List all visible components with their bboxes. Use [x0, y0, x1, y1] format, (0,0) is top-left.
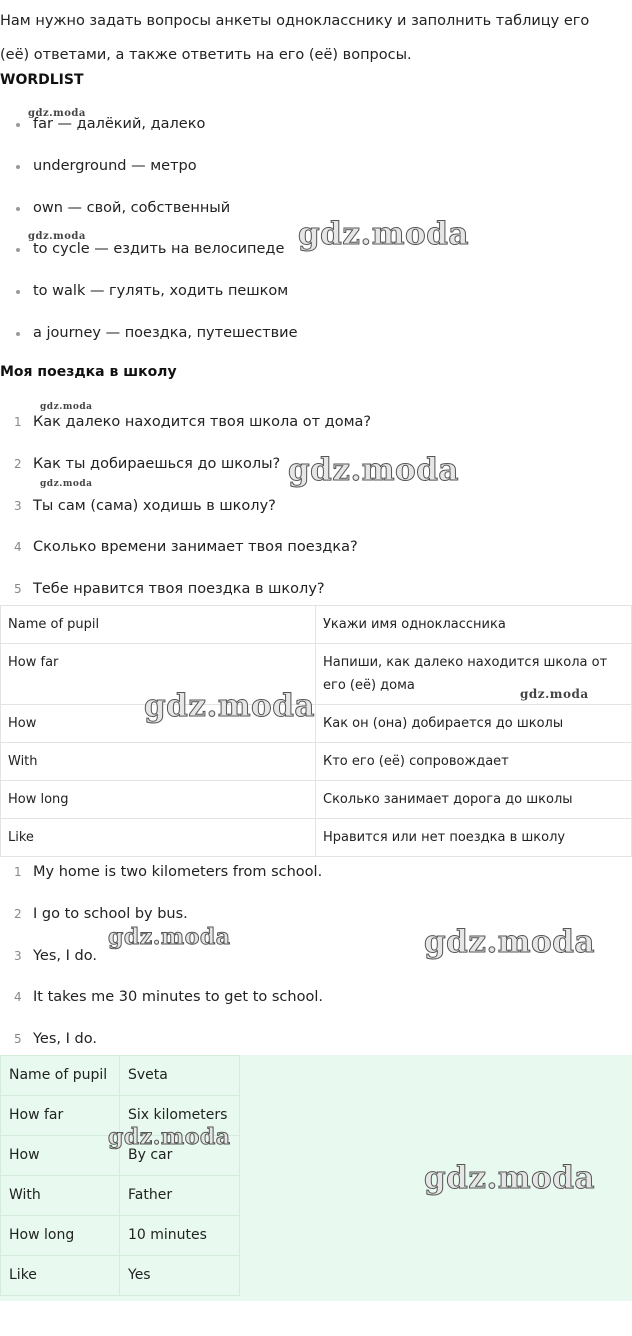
table-cell-key: With [1, 743, 316, 781]
answer-text: My home is two kilometers from school. [33, 864, 323, 880]
watermark: gdz.moda [40, 402, 93, 412]
table-cell-key: Like [1, 1256, 120, 1296]
question-number: 3 [14, 498, 22, 513]
watermark: gdz.moda [28, 108, 86, 119]
question-number: 2 [14, 456, 22, 471]
watermark: gdz.moda [520, 687, 589, 701]
table-cell-key: How long [1, 781, 316, 819]
table-cell-value: Напиши, как далеко находится школа от его (её) дома [316, 644, 632, 705]
watermark: gdz.moda [424, 1160, 595, 1196]
watermark: gdz.moda [298, 216, 469, 252]
answer-number: 5 [14, 1032, 22, 1047]
watermark: gdz.moda [28, 231, 86, 242]
table-cell-value: Кто его (её) сопровождает [316, 743, 632, 781]
table-row [1, 781, 632, 819]
question-text: Ты сам (сама) ходишь в школу? [33, 497, 276, 514]
questionnaire-table [0, 605, 632, 857]
question-text: Как ты добираешься до школы? [33, 455, 281, 472]
table-cell-value: Укажи имя одноклассника [316, 606, 632, 644]
watermark: gdz.moda [144, 688, 315, 724]
question-number: 4 [14, 540, 22, 555]
answer-number: 2 [14, 906, 22, 921]
table-cell-key: With [1, 1176, 120, 1216]
answer-item [0, 855, 323, 897]
question-number: 5 [14, 582, 22, 597]
question-number: 1 [14, 415, 22, 429]
answers-list [0, 855, 323, 1064]
watermark: gdz.moda [424, 924, 595, 960]
wordlist-item: far — далёкий, далеко [0, 107, 298, 149]
question-item [0, 530, 371, 572]
answer-number: 1 [14, 865, 22, 879]
table-cell-value: By car [120, 1136, 240, 1176]
answer-text: Yes, I do. [33, 1031, 97, 1048]
wordlist-item: own — свой, собственный [0, 191, 298, 233]
table-cell-key: How far [1, 644, 316, 705]
answer-text: I go to school by bus. [33, 905, 188, 922]
answer-text: It takes me 30 minutes to get to school. [33, 989, 323, 1006]
table-row [1, 1176, 240, 1216]
table-cell-value: Father [120, 1176, 240, 1216]
table-cell-key: Like [1, 819, 316, 857]
answer-text: Yes, I do. [33, 947, 97, 964]
wordlist-item: underground — метро [0, 149, 298, 191]
table-cell-value: Sveta [120, 1056, 240, 1096]
table-row [1, 1056, 240, 1096]
questions-list [0, 405, 371, 614]
table-cell-value: Как он (она) добирается до школы [316, 705, 632, 743]
wordlist-item: a journey — поездка, путешествие [0, 316, 298, 358]
question-text: Сколько времени занимает твоя поездка? [33, 539, 358, 556]
table-row [1, 819, 632, 857]
table-row [1, 1216, 240, 1256]
table-cell-key: Name of pupil [1, 606, 316, 644]
table-cell-key: How [1, 705, 316, 743]
table-cell-value: Сколько занимает дорога до школы [316, 781, 632, 819]
table-cell-value: 10 minutes [120, 1216, 240, 1256]
table-cell-value: Six kilometers [120, 1096, 240, 1136]
watermark: gdz.moda [108, 1124, 231, 1150]
wordlist-heading: WORDLIST [0, 72, 84, 88]
question-text: Как далеко находится твоя школа от дома? [33, 414, 372, 430]
table-row [1, 606, 632, 644]
question-item [0, 489, 371, 531]
wordlist-item: to walk — гулять, ходить пешком [0, 274, 298, 316]
answer-table [0, 1055, 240, 1296]
watermark: gdz.moda [40, 479, 93, 489]
table-cell-value: Yes [120, 1256, 240, 1296]
table-row [1, 743, 632, 781]
answer-number: 4 [14, 990, 22, 1005]
answer-number: 3 [14, 948, 22, 963]
table-cell-key: Name of pupil [1, 1056, 120, 1096]
table-cell-key: How long [1, 1216, 120, 1256]
watermark: gdz.moda [288, 452, 459, 488]
intro-text [0, 4, 622, 72]
journey-heading: Моя поездка в школу [0, 364, 177, 380]
intro-line-2: (её) ответами, а также ответить на его (её) вопросы. [0, 47, 412, 63]
table-cell-value: Нравится или нет поездка в школу [316, 819, 632, 857]
answer-item [0, 980, 323, 1022]
question-text: Тебе нравится твоя поездка в школу? [33, 581, 325, 598]
table-cell-key: How far [1, 1096, 120, 1136]
intro-line-1: Нам нужно задать вопросы анкеты однокласснику и заполнить таблицу его [0, 13, 590, 29]
table-row [1, 1256, 240, 1296]
watermark: gdz.moda [108, 924, 231, 950]
wordlist-item: to cycle — ездить на велосипеде [0, 232, 298, 274]
table-row [1, 705, 632, 743]
table-cell-key: How [1, 1136, 120, 1176]
